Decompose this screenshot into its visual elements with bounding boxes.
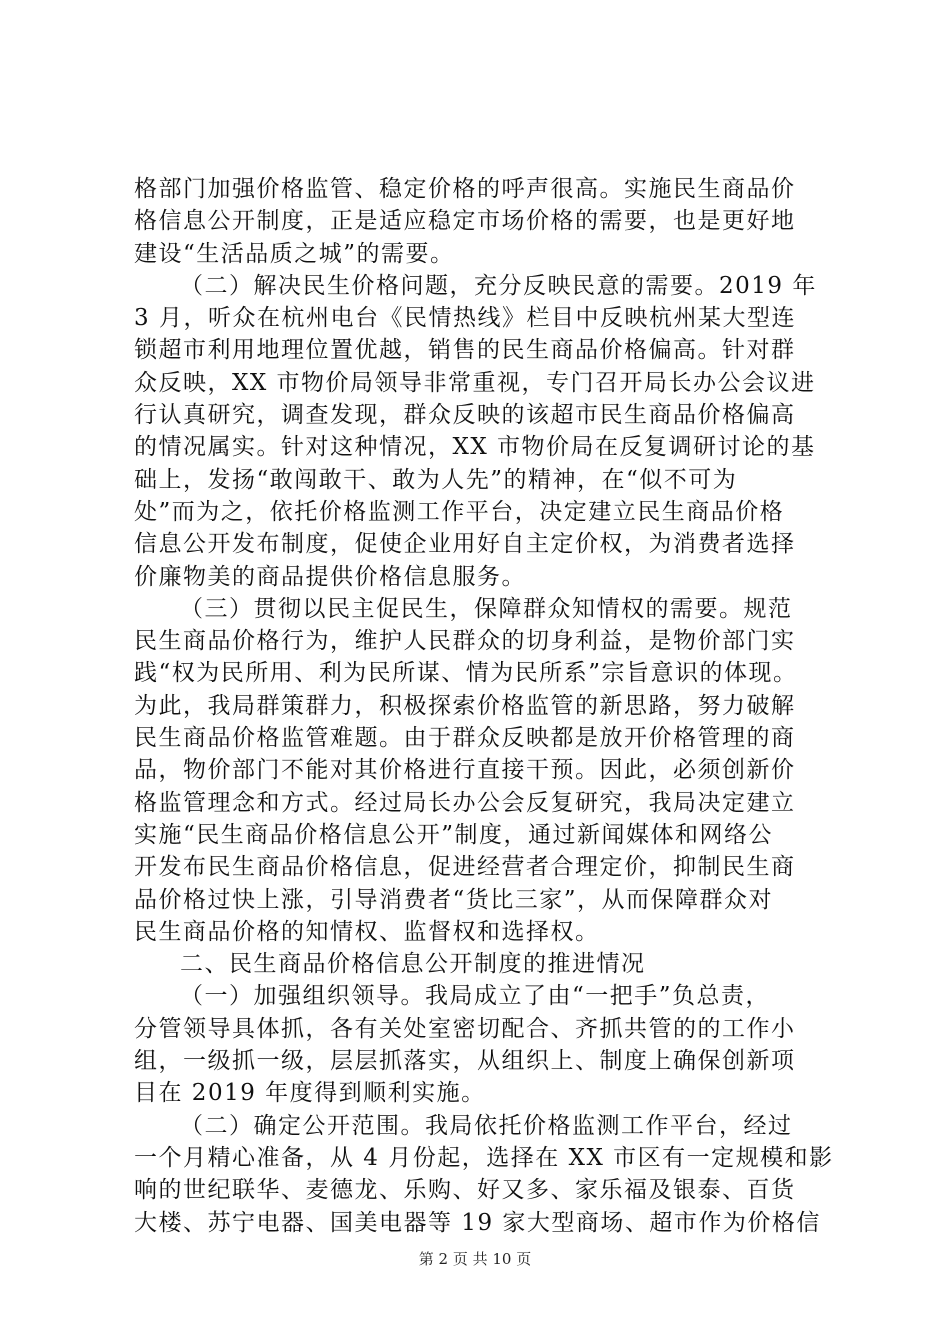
- text-line: 实施“民生商品价格信息公开”制度，通过新闻媒体和网络公: [134, 821, 774, 848]
- text-line: （二）确定公开范围。我局依托价格监测工作平台，经过: [180, 1112, 793, 1139]
- text-line: 大楼、苏宁电器、国美电器等 19 家大型商场、超市作为价格信: [134, 1209, 821, 1236]
- text-line: 础上，发扬“敢闯敢干、敢为人先”的精神，在“似不可为: [134, 466, 738, 493]
- text-line: 品，物价部门不能对其价格进行直接干预。因此，必须创新价: [134, 757, 796, 784]
- text-line: 分管领导具体抓，各有关处室密切配合、齐抓共管的的工作小: [134, 1015, 796, 1042]
- text-line: （三）贯彻以民主促民生，保障群众知情权的需要。规范: [180, 595, 793, 622]
- text-line: 格部门加强价格监管、稳定价格的呼声很高。实施民生商品价: [134, 176, 796, 202]
- text-line: 处”而为之，依托价格监测工作平台，决定建立民生商品价格: [134, 498, 785, 525]
- text-line: 民生商品价格行为，维护人民群众的切身利益，是物价部门实: [134, 628, 796, 655]
- text-line: 价廉物美的商品提供价格信息服务。: [134, 563, 526, 590]
- page-footer: 第 2 页 共 10 页: [418, 1250, 532, 1268]
- text-line: （二）解决民生价格问题，充分反映民意的需要。2019 年: [180, 272, 817, 299]
- text-line: （一）加强组织领导。我局成立了由“一把手”负总责，: [180, 983, 771, 1010]
- text-line: 格信息公开制度，正是适应稳定市场价格的需要，也是更好地: [134, 208, 796, 235]
- document-body: [134, 173, 834, 1239]
- text-line: 信息公开发布制度，促使企业用好自主定价权，为消费者选择: [134, 531, 796, 558]
- text-line: 响的世纪联华、麦德龙、乐购、好又多、家乐福及银泰、百货: [134, 1177, 796, 1204]
- text-line: 二、民生商品价格信息公开制度的推进情况: [180, 951, 646, 978]
- text-line: 3 月，听众在杭州电台《民情热线》栏目中反映杭州某大型连: [134, 305, 796, 332]
- text-line: 品价格过快上涨，引导消费者“货比三家”，从而保障群众对: [134, 886, 774, 913]
- text-line: 民生商品价格的知情权、监督权和选择权。: [134, 918, 600, 945]
- text-line: 锁超市利用地理位置优越，销售的民生商品价格偏高。针对群: [134, 337, 796, 364]
- text-line: 开发布民生商品价格信息，促进经营者合理定价，抑制民生商: [134, 854, 796, 881]
- text-line: 民生商品价格监管难题。由于群众反映都是放开价格管理的商: [134, 725, 796, 752]
- text-line: 行认真研究，调查发现，群众反映的该超市民生商品价格偏高: [134, 402, 796, 429]
- text-line: 建设“生活品质之城”的需要。: [134, 240, 455, 267]
- text-line: 为此，我局群策群力，积极探索价格监管的新思路，努力破解: [134, 692, 796, 719]
- text-line: 格监管理念和方式。经过局长办公会反复研究，我局决定建立: [134, 789, 796, 816]
- text-line: 的情况属实。针对这种情况，XX 市物价局在反复调研讨论的基: [134, 434, 816, 461]
- text-line: 组，一级抓一级，层层抓落实，从组织上、制度上确保创新项: [134, 1048, 796, 1075]
- text-line: 践“权为民所用、利为民所谋、情为民所系”宗旨意识的体现。: [134, 660, 798, 687]
- text-line: 一个月精心准备，从 4 月份起，选择在 XX 市区有一定规模和影: [134, 1144, 834, 1171]
- text-line: 众反映，XX 市物价局领导非常重视，专门召开局长办公会议进: [134, 369, 816, 396]
- text-line: 目在 2019 年度得到顺利实施。: [134, 1080, 486, 1107]
